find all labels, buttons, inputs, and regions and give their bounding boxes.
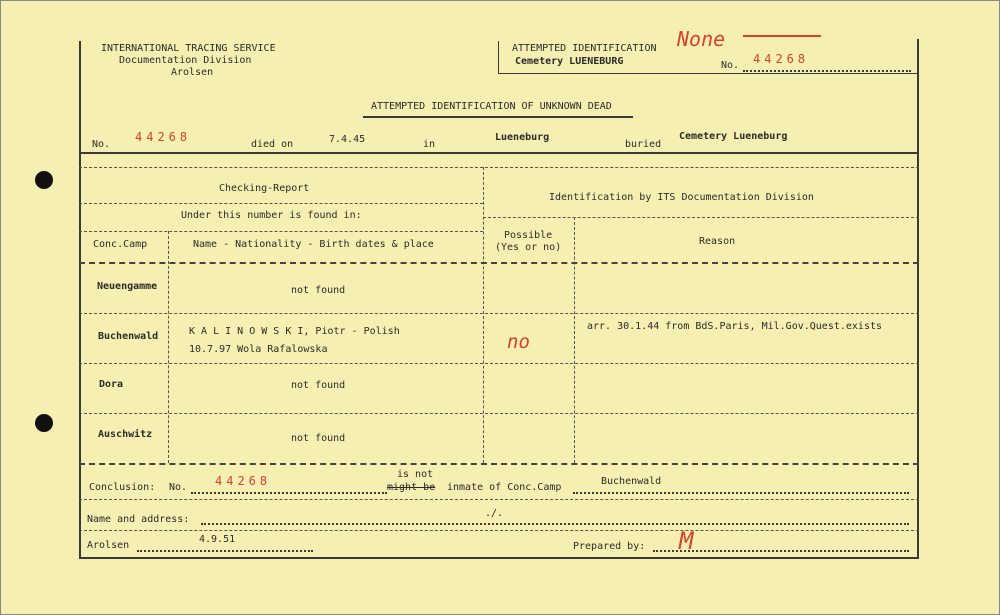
footer-date-dots [137, 550, 313, 552]
header-box-left [498, 41, 499, 73]
name-address-rule [79, 530, 919, 531]
camp-auschwitz: Auschwitz [98, 429, 153, 440]
document-title: ATTEMPTED IDENTIFICATION OF UNKNOWN DEAD [371, 101, 612, 112]
table-top-rule [79, 167, 919, 168]
grid-h-1 [79, 203, 483, 204]
reason-buchenwald: arr. 30.1.44 from BdS.Paris, Mil.Gov.Quest.exists [587, 321, 883, 332]
grid-v-camp [168, 231, 169, 463]
prepared-signature: M [679, 527, 694, 555]
header-box-bottom [498, 73, 919, 74]
handwritten-none: None [677, 27, 726, 51]
footer-date: 4.9.51 [199, 534, 236, 545]
record-rule [79, 152, 919, 154]
header-no-dots [743, 70, 911, 72]
col-name-header: Name - Nationality - Birth dates & place [193, 239, 434, 250]
grid-h-2 [79, 231, 483, 232]
col-reason-header: Reason [699, 236, 736, 247]
header-no-label: No. [721, 60, 740, 71]
grid-h-4 [79, 313, 919, 314]
camp-neuengamme: Neuengamme [97, 281, 158, 292]
in-label: in [423, 139, 436, 150]
punch-hole [35, 414, 53, 432]
header-cemetery: Cemetery LUENEBURG [515, 56, 624, 67]
grid-h-7 [79, 463, 919, 465]
identification-title: Identification by ITS Documentation Division [549, 192, 814, 203]
punch-hole [35, 171, 53, 189]
camp-buchenwald: Buchenwald [98, 331, 159, 342]
grid-h-2b [483, 217, 919, 218]
footer-place: Arolsen [87, 540, 130, 551]
col-possible-header-2: (Yes or no) [495, 242, 562, 253]
col-possible-header-1: Possible [504, 230, 553, 241]
conclusion-no-dots [191, 492, 387, 494]
header-no-value: 44268 [753, 52, 810, 66]
conclusion-camp-dots [573, 492, 909, 494]
record-no-label: No. [92, 139, 111, 150]
conclusion-inmate-text: inmate of Conc.Camp [447, 482, 562, 493]
conclusion-rule [79, 499, 919, 500]
header-title: ATTEMPTED IDENTIFICATION [512, 43, 657, 54]
frame-right [917, 39, 919, 558]
result-buchenwald-name: K A L I N O W S K I, Piotr - Polish [189, 326, 400, 337]
handwritten-stroke [743, 35, 821, 37]
buried-label: buried [625, 139, 662, 150]
result-dora: not found [291, 380, 346, 391]
title-underline [363, 116, 633, 118]
name-address-label: Name and address: [87, 514, 190, 525]
died-value: 7.4.45 [329, 134, 366, 145]
conclusion-label: Conclusion: [89, 482, 156, 493]
in-value: Lueneburg [495, 132, 550, 143]
org-city: Arolsen [171, 67, 214, 78]
conclusion-might-be: might be [387, 482, 436, 493]
camp-dora: Dora [99, 379, 124, 390]
org-name: INTERNATIONAL TRACING SERVICE [101, 43, 276, 54]
grid-v-middle [483, 167, 484, 463]
conclusion-camp: Buchenwald [601, 476, 662, 487]
result-buchenwald-birth: 10.7.97 Wola Rafalowska [189, 344, 328, 355]
frame-bottom [79, 557, 919, 559]
name-address-dots [201, 523, 909, 525]
possible-buchenwald: no [507, 331, 530, 353]
conclusion-no-value: 44268 [215, 474, 272, 488]
frame-left [79, 41, 81, 558]
died-label: died on [251, 139, 294, 150]
grid-h-5 [79, 363, 919, 364]
checking-subtitle: Under this number is found in: [181, 210, 362, 221]
result-neuengamme: not found [291, 285, 346, 296]
prepared-label: Prepared by: [573, 541, 646, 552]
conclusion-is-not: is not [397, 469, 434, 480]
grid-v-possible [574, 217, 575, 463]
name-address-value: ./. [485, 508, 504, 519]
grid-h-6 [79, 413, 919, 414]
buried-value: Cemetery Lueneburg [679, 131, 788, 142]
col-camp-header: Conc.Camp [93, 239, 148, 250]
result-auschwitz: not found [291, 433, 346, 444]
grid-h-3 [79, 262, 919, 264]
conclusion-no-label: No. [169, 482, 188, 493]
org-division: Documentation Division [119, 55, 252, 66]
record-no-value: 44268 [135, 130, 192, 144]
checking-title: Checking-Report [219, 183, 310, 194]
